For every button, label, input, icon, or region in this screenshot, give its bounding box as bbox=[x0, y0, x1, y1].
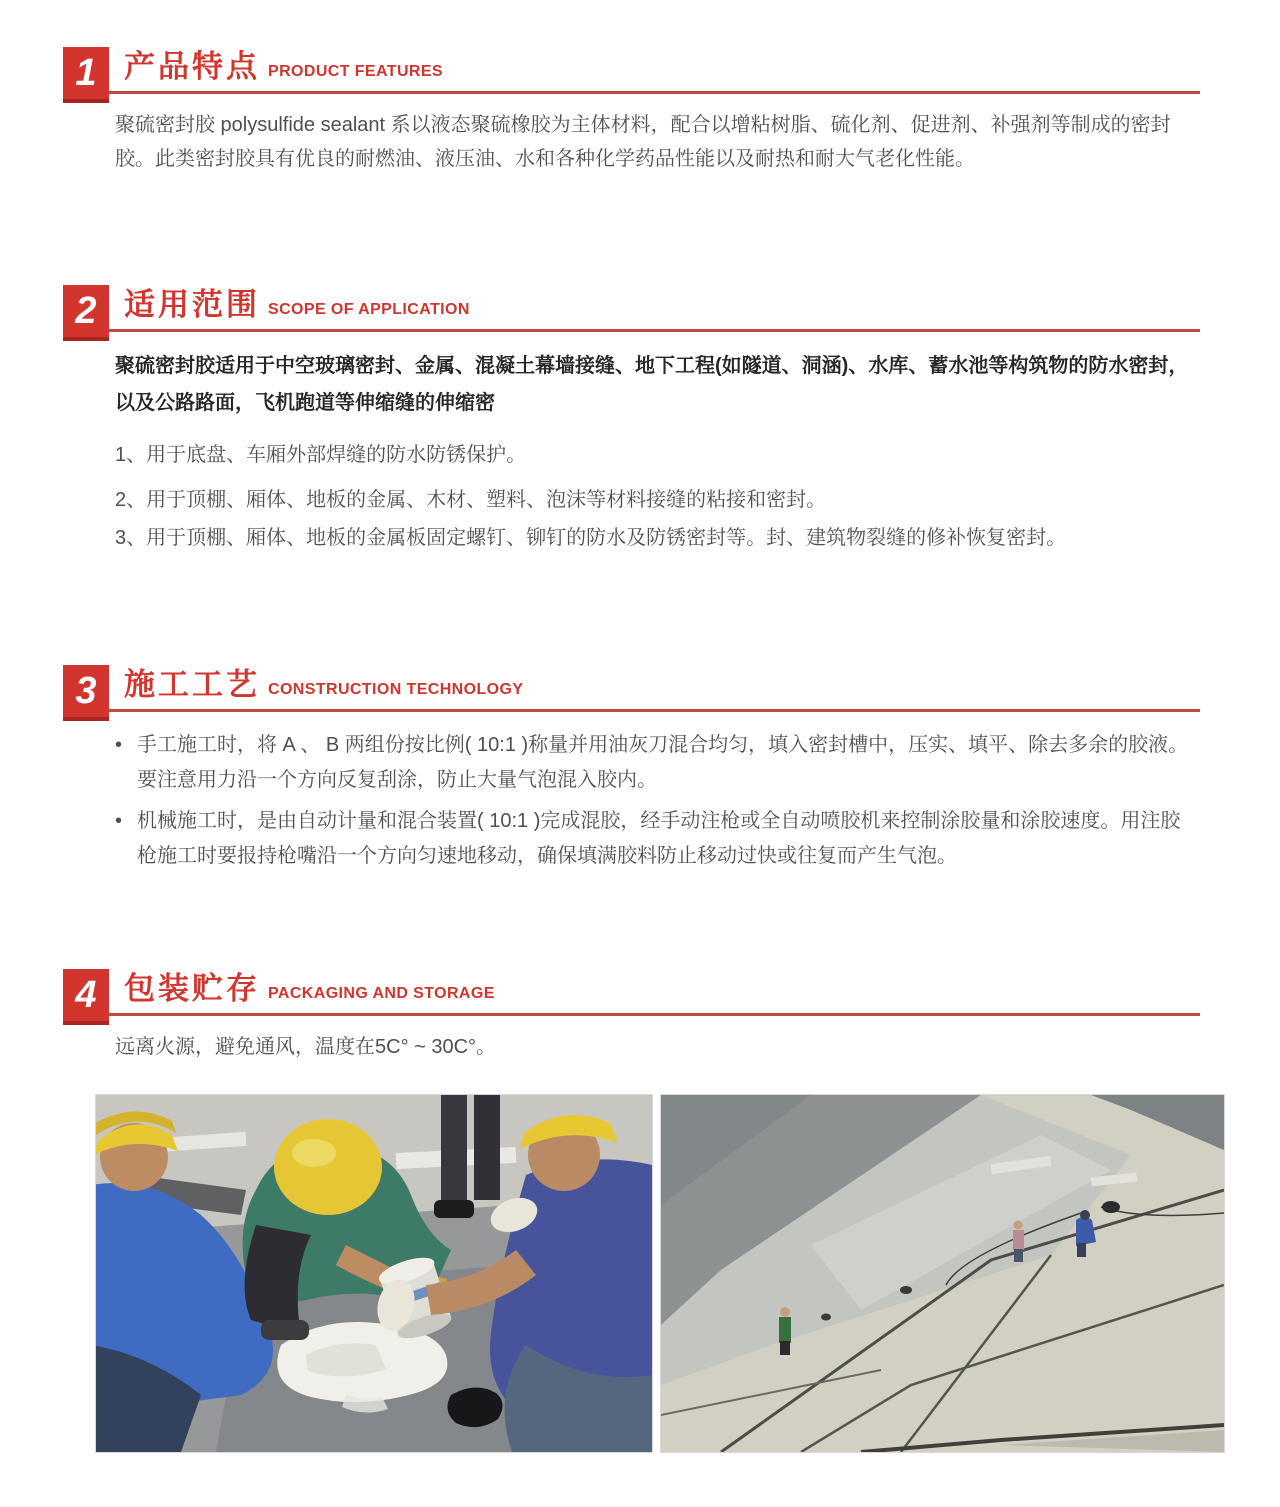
construction-steps-list bbox=[115, 728, 1200, 874]
section-number-badge: 2 bbox=[63, 285, 109, 337]
body-paragraph: 远离火源，避免通风，温度在5C° ~ 30C°。 bbox=[115, 1036, 497, 1058]
section-header bbox=[63, 960, 1200, 1016]
section-body bbox=[63, 1030, 1200, 1064]
section-title-zh: 施工工艺 bbox=[124, 667, 260, 702]
bullet-text: 机械施工时，是由自动计量和混合装置( 10:1 )完成混胶，经手动注枪或全自动喷胶机来控制涂胶量和涂胶速度。用注胶枪施工时要报持枪嘴沿一个方向匀速地移动，确保填满胶料防止移动过快或往复而产生气泡。 bbox=[137, 810, 1181, 867]
lead-paragraph: 聚硫密封胶适用于中空玻璃密封、金属、混凝土幕墙接缝、地下工程(如隧道、洞涵)、水库、蓄水池等构筑物的防水密封，以及公路路面，飞机跑道等伸缩缝的伸缩密 bbox=[115, 355, 1189, 414]
section-header bbox=[63, 38, 1200, 94]
list-item: 2、用于顶棚、厢体、地板的金属、木材、塑料、泡沫等材料接缝的粘接和密封。 bbox=[115, 489, 827, 511]
section-title-en: PACKAGING AND STORAGE bbox=[268, 985, 495, 1002]
application-list bbox=[115, 438, 1200, 556]
section-scope-of-application bbox=[63, 276, 1200, 556]
section-packaging-and-storage bbox=[63, 960, 1200, 1064]
photo-workers-applying-sealant bbox=[95, 1094, 653, 1453]
photo-concrete-slope bbox=[660, 1094, 1225, 1453]
section-title-zh: 包装贮存 bbox=[124, 971, 260, 1006]
section-title-en: CONSTRUCTION TECHNOLOGY bbox=[268, 681, 524, 698]
photo-gallery bbox=[95, 1094, 1200, 1453]
section-body bbox=[63, 728, 1200, 874]
section-number-badge: 1 bbox=[63, 47, 109, 99]
section-header bbox=[63, 276, 1200, 332]
photo-workers-sealant-illustration bbox=[96, 1095, 652, 1452]
bullet-icon: • bbox=[115, 810, 123, 832]
section-title-zh: 产品特点 bbox=[124, 49, 260, 84]
list-item: 3、用于顶棚、厢体、地板的金属板固定螺钉、铆钉的防水及防锈密封等。封、建筑物裂缝的修补恢复密封。 bbox=[115, 527, 1067, 549]
bullet-icon: • bbox=[115, 734, 123, 756]
list-item: 1、用于底盘、车厢外部焊缝的防水防锈保护。 bbox=[115, 444, 527, 466]
section-title-en: SCOPE OF APPLICATION bbox=[268, 301, 470, 318]
body-paragraph: 聚硫密封胶 polysulfide sealant 系以液态聚硫橡胶为主体材料，配合以增粘树脂、硫化剂、促进剂、补强剂等制成的密封胶。此类密封胶具有优良的耐燃油、液压油、水和各种化学药品性能以及耐热和耐大气老化性能。 bbox=[115, 114, 1171, 170]
list-item bbox=[115, 804, 1200, 874]
section-title-en: PRODUCT FEATURES bbox=[268, 63, 443, 80]
bullet-text: 手工施工时，将 A 、 B 两组份按比例( 10:1 )称量并用油灰刀混合均匀，填入密封槽中，压实、填平、除去多余的胶液。要注意用力沿一个方向反复刮涂，防止大量气泡混入胶内。 bbox=[137, 734, 1189, 791]
section-title-zh: 适用范围 bbox=[124, 287, 260, 322]
section-body bbox=[63, 348, 1200, 556]
section-number-badge: 3 bbox=[63, 665, 109, 717]
section-construction-technology bbox=[63, 656, 1200, 874]
section-number-badge: 4 bbox=[63, 969, 109, 1021]
photo-slope-illustration bbox=[661, 1095, 1224, 1452]
section-body bbox=[63, 108, 1200, 176]
section-header bbox=[63, 656, 1200, 712]
worker-figure-green bbox=[779, 1307, 791, 1355]
section-product-features bbox=[63, 38, 1200, 176]
list-item bbox=[115, 728, 1200, 798]
